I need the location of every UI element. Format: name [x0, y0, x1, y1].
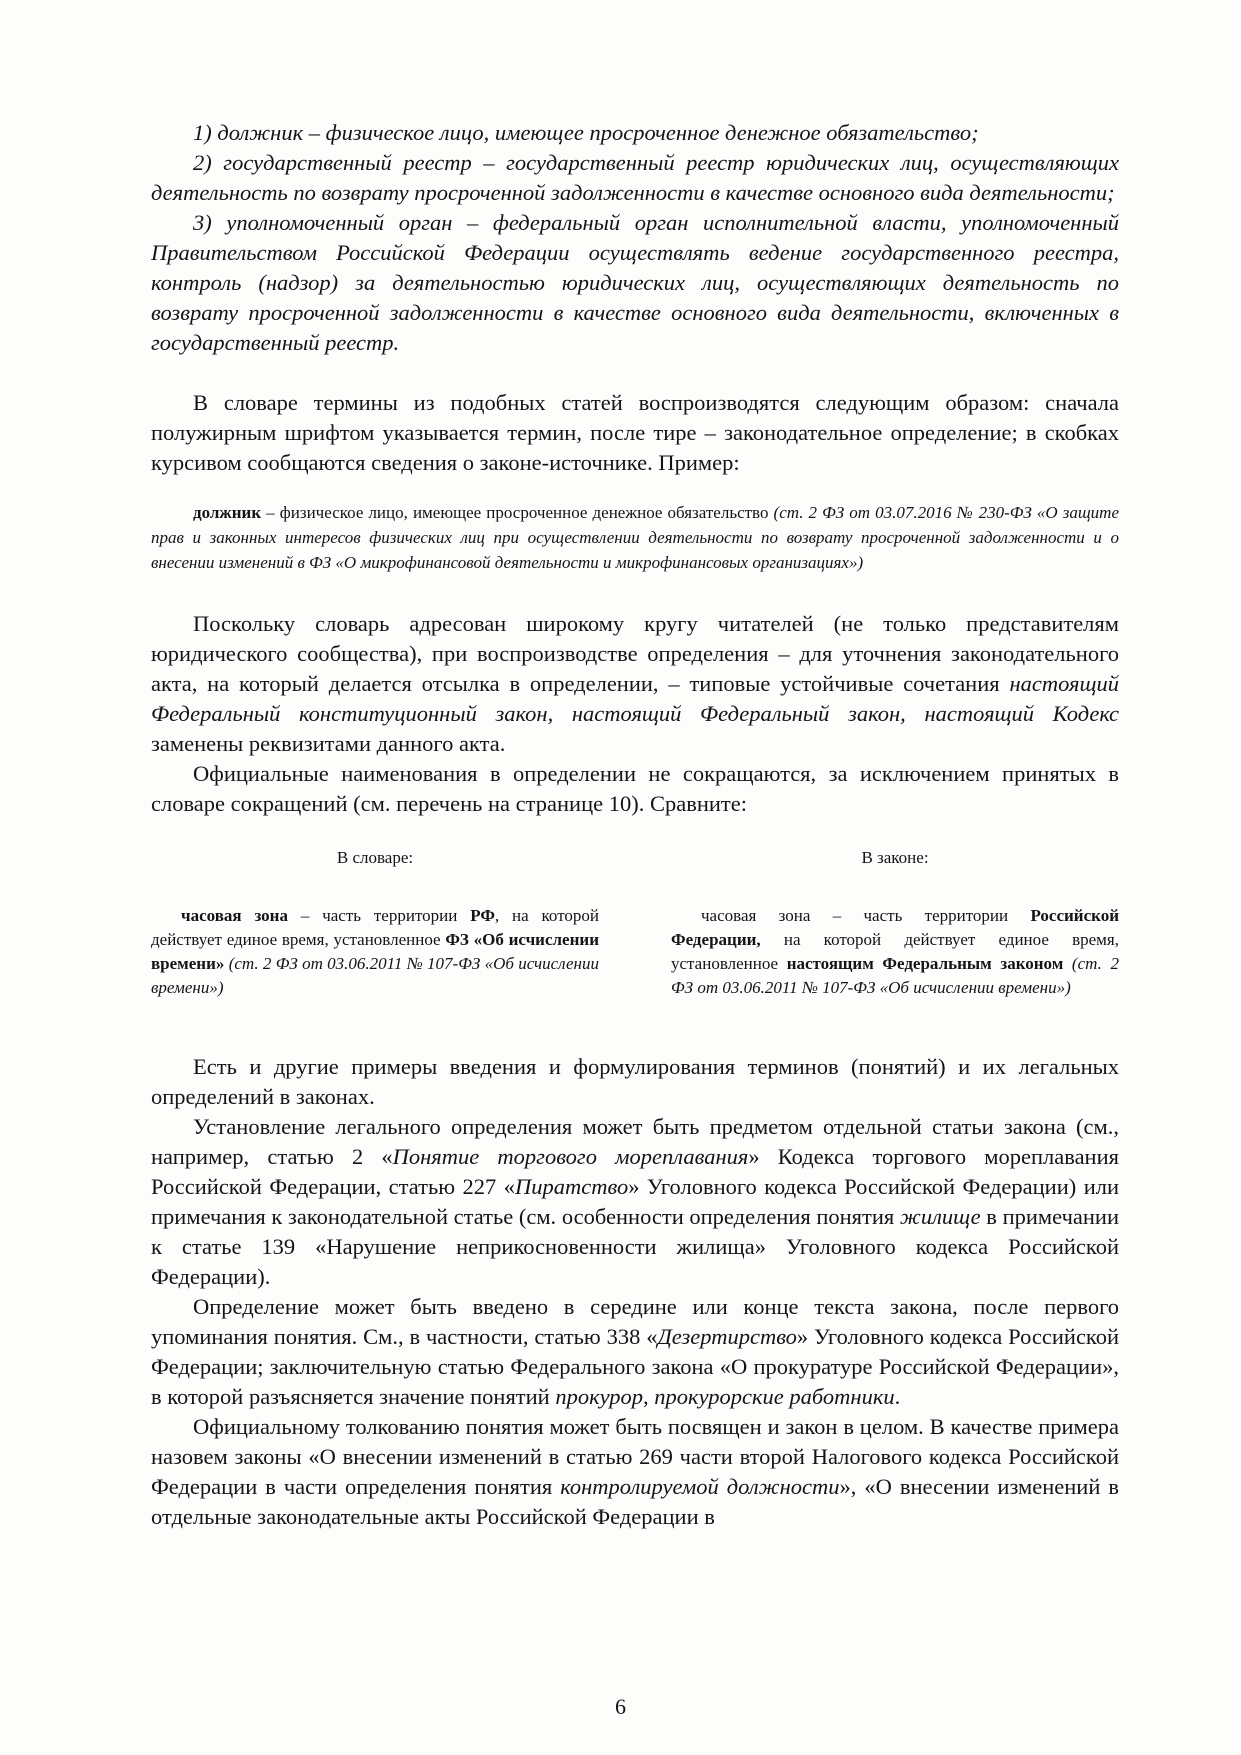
article-text: Установление легального определения может быть предметом отдельной статьи закона (см., например, статью 2 «: [151, 1114, 1119, 1169]
definition-item-3: 3) уполномоченный орган – федеральный орган исполнительной власти, уполномоченный Правительством Российской Федерации осуществлять ведение государственного реестра, контроль (надзор) за деятельностью юридических лиц, осуществляющих деятельность по возврату просроченной задолженности в качестве основного вида деятельности, включенных в государственный реестр.: [151, 210, 1119, 355]
left-source: (ст. 2 ФЗ от 03.06.2011 № 107-ФЗ «Об исчислении времени»): [151, 954, 599, 997]
right-definition: [671, 904, 1119, 1000]
right-bold: Российской Федерации,: [671, 906, 1119, 949]
readers-text-end: заменены реквизитами данного акта.: [151, 731, 506, 756]
page-number: 6: [615, 1694, 626, 1719]
left-definition: [151, 904, 599, 1000]
readers-text: Поскольку словарь адресован широкому кругу читателей (не только представителям юридического сообщества), при воспроизводстве определения – для уточнения законодательного акта, на который делается отсылка в определении, – типовые устойчивые сочетания: [151, 611, 1119, 696]
comparison-columns: [151, 845, 1119, 1000]
middle-italic: прокурор, прокурорские работники: [555, 1384, 895, 1409]
right-text: часовая зона – часть территории: [701, 906, 1031, 925]
article-italic: Пиратство: [515, 1174, 629, 1199]
spacer: [151, 575, 1119, 609]
right-text: на которой действует единое время, установленное: [671, 930, 1119, 973]
right-source: (ст. 2 ФЗ от 03.06.2011 № 107-ФЗ «Об исчислении времени»): [671, 954, 1119, 997]
middle-italic: Дезертирство: [657, 1324, 797, 1349]
article-paragraph: [151, 1112, 1119, 1292]
middle-text: » Уголовного кодекса Российской Федерации; заключительную статью Федерального закона «О прокуратуре Российской Федерации», в которой разъясняется значение понятий: [151, 1324, 1120, 1409]
names-paragraph: Официальные наименования в определении не сокращаются, за исключением принятых в словаре сокращений (см. перечень на странице 10). Сравните:: [151, 761, 1119, 816]
official-paragraph: [151, 1412, 1119, 1532]
spacer: [151, 358, 1119, 388]
left-bold: ФЗ «Об исчислении времени»: [151, 930, 599, 973]
article-text: в примечании к статье 139 «Нарушение неприкосновенности жилища» Уголовного кодекса Российской Федерации).: [151, 1204, 1119, 1289]
text-flow: [151, 118, 1119, 1532]
example-definition: – физическое лицо, имеющее просроченное денежное обязательство: [261, 503, 774, 522]
middle-paragraph: [151, 1292, 1119, 1412]
left-heading: В словаре:: [336, 848, 414, 867]
article-italic: Понятие торгового мореплавания: [392, 1144, 749, 1169]
right-bold: настоящим Федеральным законом: [786, 954, 1064, 973]
comparison-left: [151, 845, 599, 1000]
middle-text: .: [894, 1384, 901, 1409]
article-italic: жилище: [899, 1204, 981, 1229]
left-bold: РФ: [470, 906, 495, 925]
readers-paragraph: [151, 609, 1119, 759]
spacer: [151, 1000, 1119, 1052]
left-text: , на которой действует единое время, установленное: [151, 906, 600, 949]
left-term: часовая зона: [181, 906, 288, 925]
example-source: (ст. 2 ФЗ от 03.07.2016 № 230-ФЗ «О защите прав и законных интересов физических лиц при осуществлении деятельности по возврату просроченной задолженности и о внесении изменений в ФЗ «О микрофинансовой деятельности и микрофинансовых организациях»): [151, 503, 1120, 572]
dictionary-example: [151, 500, 1119, 575]
intro-paragraph: В словаре термины из подобных статей воспроизводятся следующим образом: сначала полужирным шрифтом указывается термин, после тире – законодательное определение; в скобках курсивом сообщаются сведения о законе-источнике. Пример:: [151, 390, 1119, 475]
readers-italic: настоящий Федеральный конституционный закон, настоящий Федеральный закон, настоящий Кодекс: [151, 671, 1119, 726]
middle-text: Определение может быть введено в середине или конце текста закона, после первого упоминания понятия. См., в частности, статью 338 «: [151, 1294, 1119, 1349]
definition-item-2: 2) государственный реестр – государственный реестр юридических лиц, осуществляющих деятельность по возврату просроченной задолженности в качестве основного вида деятельности;: [151, 150, 1119, 205]
right-heading: В законе:: [861, 848, 929, 867]
other-examples-paragraph: Есть и другие примеры введения и формулирования терминов (понятий) и их легальных определений в законах.: [151, 1054, 1119, 1109]
article-text: » Уголовного кодекса Российской Федерации) или примечания к законодательной статье (см. особенности определения понятия: [151, 1174, 1120, 1229]
spacer: [151, 478, 1119, 500]
official-italic: контролируемой должности: [560, 1474, 840, 1499]
comparison-right: [671, 845, 1119, 1000]
definition-item-1: 1) должник – физическое лицо, имеющее просроченное денежное обязательство;: [193, 120, 979, 145]
official-text: », «О внесении изменений в отдельные законодательные акты Российской Федерации в: [151, 1474, 1120, 1529]
official-text: Официальному толкованию понятия может быть посвящен и закон в целом. В качестве примера назовем законы «О внесении изменений в статью 269 части второй Налогового кодекса Российской Федерации в части определения понятия: [151, 1414, 1119, 1499]
article-text: » Кодекса торгового мореплавания Российской Федерации, статью 227 «: [151, 1144, 1119, 1199]
example-term: должник: [193, 503, 262, 522]
left-text: – часть территории: [287, 906, 471, 925]
